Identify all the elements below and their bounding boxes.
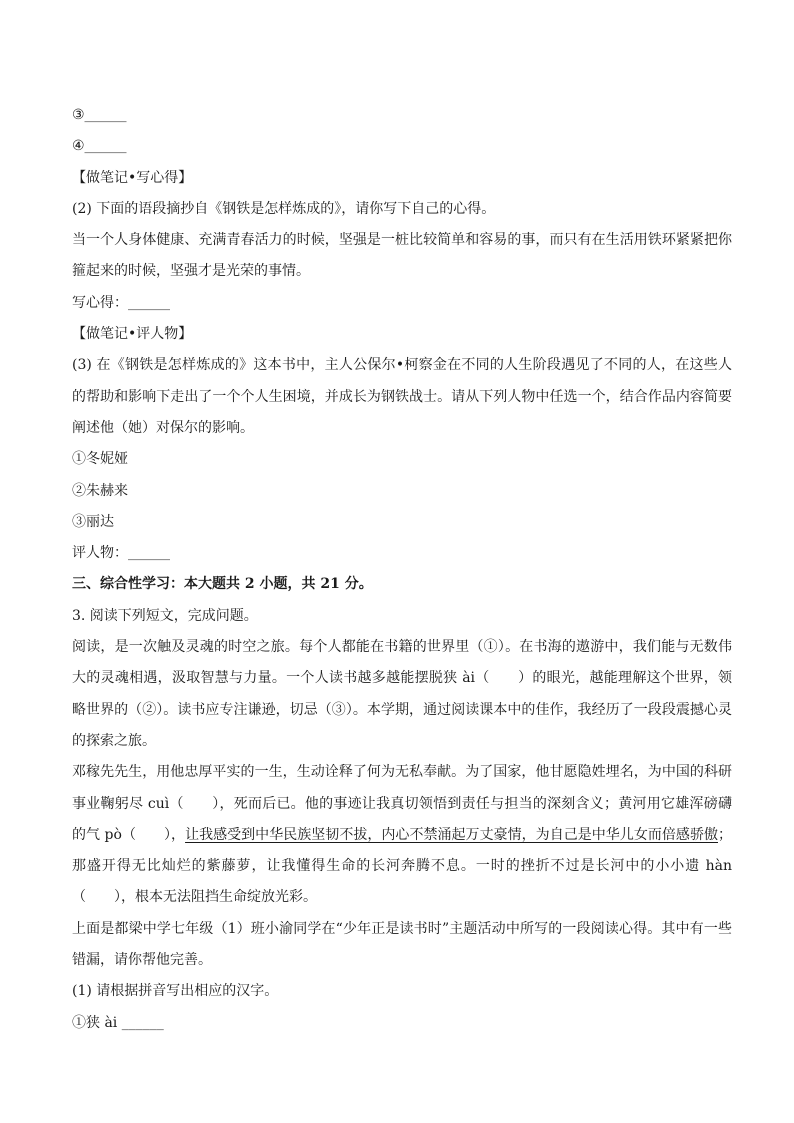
question-3: (3) 在《钢铁是怎样炼成的》这本书中，主人公保尔•柯察金在不同的人生阶段遇见了不同的人，在这些人的帮助和影响下走出了一个个人生困境，并成长为钢铁战士。请从下列人物中任选一个，结合作品内容简要阐述他（她）对保尔的影响。 — [72, 357, 732, 436]
section-3-heading: 三、综合性学习：本大题共 2 小题，共 21 分。 — [72, 576, 373, 593]
answer-blank-3: ③______ — [72, 107, 127, 123]
intro-paragraph: 上面是都梁中学七年级（1）班小渝同学在“少年正是读书时”主题活动中所写的一段阅读心得。其中有一些错漏，请你帮他完善。 — [72, 920, 732, 969]
person-option-3: ③丽达 — [72, 513, 114, 530]
write-thoughts-blank: 写心得：______ — [72, 294, 170, 311]
person-option-2: ②朱赫来 — [72, 482, 128, 499]
answer-blank-4: ④______ — [72, 138, 127, 155]
person-option-1: ①冬妮娅 — [72, 451, 128, 468]
sub-question-1: (1) 请根据拼音写出相应的汉字。 — [72, 983, 279, 1000]
underlined-sentence: 让我感受到中华民族坚韧不拔，内心不禁涌起万丈豪情，为自己是中华儿女而倍感骄傲 — [185, 826, 718, 843]
quote-paragraph: 当一个人身体健康、充满青春活力的时候，坚强是一桩比较简单和容易的事，而只有在生活用铁环紧紧把你箍起来的时候，坚强才是光荣的事情。 — [72, 232, 732, 280]
question-2: (2) 下面的语段摘抄自《钢铁是怎样炼成的》，请你写下自己的心得。 — [72, 200, 496, 217]
passage-paragraph-2 — [72, 757, 732, 913]
comment-person-blank: 评人物：______ — [72, 545, 170, 562]
passage-text: ；那盛开得无比灿烂的紫藤萝，让我懂得生命的长河奔腾不息。一时的挫折不过是长河中的小小遗 hàn（ ），根本无法阻挡生命绽放光彩。 — [72, 826, 732, 906]
passage-text: 邓稼先先生，用他忠厚平实的一生，生动诠释了何为无私奉献。为了国家，他甘愿隐姓埋名，为中国的科研事业鞠躬尽 cuì（ ），死而后已。他的事迹让我真切领悟到责任与担当的深刻含义；黄河用它雄浑磅礴的气 pò（ ）， — [72, 764, 732, 843]
passage-paragraph-1: 阅读，是一次触及灵魂的时空之旅。每个人都能在书籍的世界里（①）。在书海的遨游中，我们能与无数伟大的灵魂相遇，汲取智慧与力量。一个人读书越多越能摆脱狭 ài（ ）的眼光，越能理解这个世界，领略世界的（②）。读书应专注谦逊，切忌（③）。本学期，通过阅读课本中的佳作，我经历了一段段震撼心灵的探索之旅。 — [72, 639, 732, 749]
question-3-main: 3. 阅读下列短文，完成问题。 — [72, 607, 258, 624]
sub-question-1-item-1: ①狭 ài ______ — [72, 1014, 164, 1031]
page-content — [72, 100, 732, 1039]
section-heading-notes: 【做笔记•写心得】 — [72, 169, 193, 186]
section-heading-people: 【做笔记•评人物】 — [72, 326, 193, 343]
